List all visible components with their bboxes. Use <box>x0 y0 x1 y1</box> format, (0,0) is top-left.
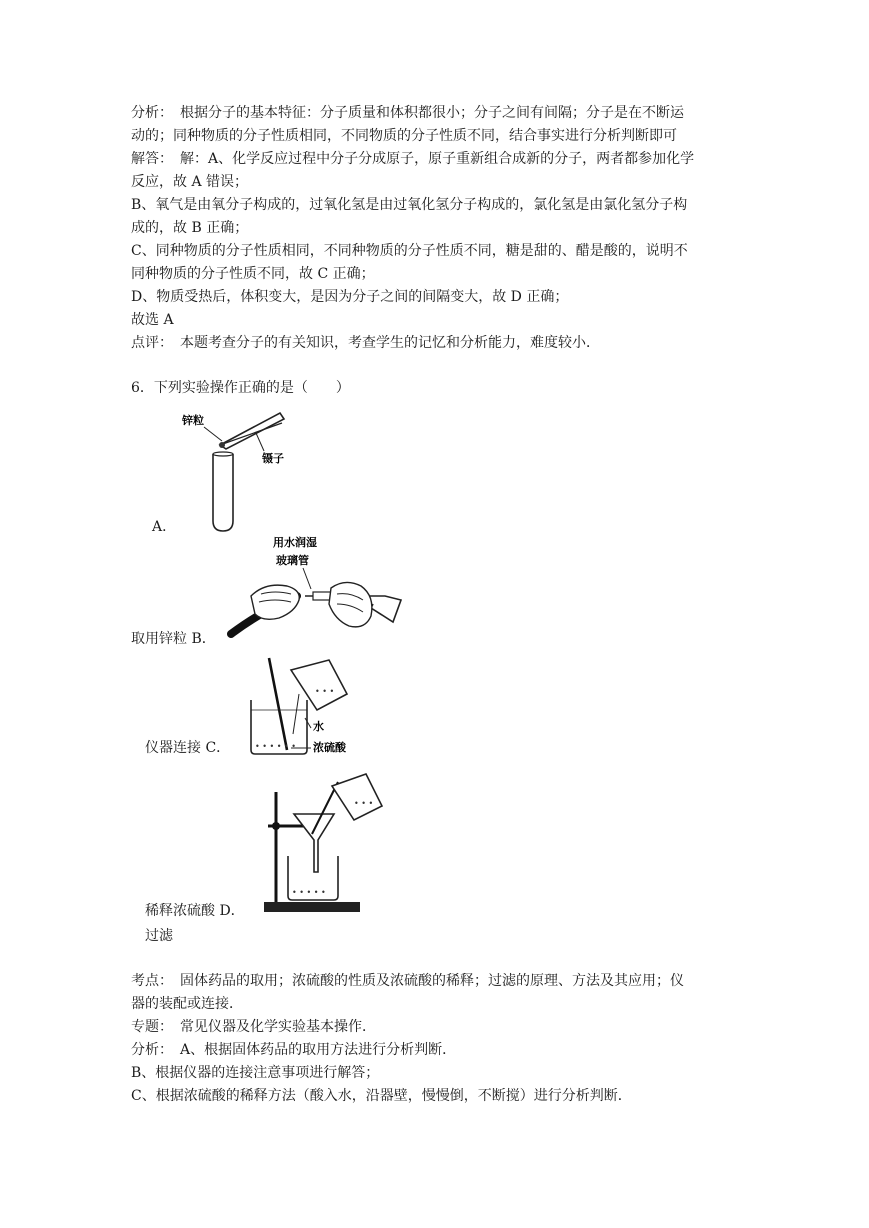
text-line: 同种物质的分子性质不同，故 C 正确； <box>131 266 375 282</box>
text-line: 故选 A <box>131 312 174 328</box>
text-line: 考点： 固体药品的取用；浓硫酸的性质及浓硫酸的稀释；过滤的原理、方法及其应用；仪 <box>131 973 684 989</box>
text-line: 成的，故 B 正确； <box>131 220 249 236</box>
option-a-label: A． <box>152 519 177 535</box>
text-line: C、同种物质的分子性质相同，不同种物质的分子性质不同，糖是甜的、醋是酸的，说明不 <box>131 243 688 259</box>
text-line: 分析： A、根据固体药品的取用方法进行分析判断． <box>131 1042 457 1058</box>
text-line: 器的装配或连接． <box>131 996 243 1012</box>
wet-label-1: 用水润湿 <box>273 536 317 549</box>
question-stem: 6．下列实验操作正确的是（ ） <box>131 380 350 396</box>
svg-text:• • •: • • • <box>354 799 374 808</box>
svg-text:• • • • •: • • • • • <box>292 888 326 897</box>
text-line: B、氧气是由氧分子构成的，过氧化氢是由过氧化氢分子构成的，氯化氢是由氯化氢分子构 <box>131 197 688 213</box>
option-d-caption: 过滤 <box>145 928 173 944</box>
svg-text:• • • • • •: • • • • • • <box>255 742 297 751</box>
text-line: D、物质受热后，体积变大，是因为分子之间的间隔变大，故 D 正确； <box>131 289 569 305</box>
text-line: 专题： 常见仪器及化学实验基本操作． <box>131 1019 376 1035</box>
water-label: 水 <box>313 720 324 733</box>
text-line: B、根据仪器的连接注意事项进行解答； <box>131 1065 380 1081</box>
figure-zinc-tweezers <box>180 405 300 535</box>
option-c-label: 仪器连接 C． <box>145 740 231 756</box>
zinc-label: 锌粒 <box>182 414 204 427</box>
figure-tube-connection <box>225 534 410 644</box>
text-line: C、根据浓硫酸的稀释方法（酸入水，沿器壁，慢慢倒，不断搅）进行分析判断． <box>131 1088 632 1104</box>
text-line: 点评： 本题考查分子的有关知识，考查学生的记忆和分析能力，难度较小． <box>131 335 600 351</box>
acid-label: 浓硫酸 <box>313 741 346 754</box>
figure-filtration <box>258 768 388 916</box>
figure-acid-dilution <box>243 654 358 759</box>
option-b-label: 取用锌粒 B． <box>131 631 216 647</box>
text-line: 动的；同种物质的分子性质相同，不同物质的分子性质不同，结合事实进行分析判断即可 <box>131 128 677 144</box>
wet-label-2: 玻璃管 <box>276 554 309 567</box>
text-line: 分析： 根据分子的基本特征：分子质量和体积都很小；分子之间有间隔；分子是在不断运 <box>131 105 684 121</box>
option-d-label: 稀释浓硫酸 D． <box>145 903 245 919</box>
svg-text:• • •: • • • <box>315 687 335 696</box>
text-line: 解答： 解：A、化学反应过程中分子分成原子，原子重新组合成新的分子，两者都参加化学 <box>131 151 695 167</box>
text-line: 反应，故 A 错误； <box>131 174 249 190</box>
tweezers-label: 镊子 <box>262 452 284 465</box>
